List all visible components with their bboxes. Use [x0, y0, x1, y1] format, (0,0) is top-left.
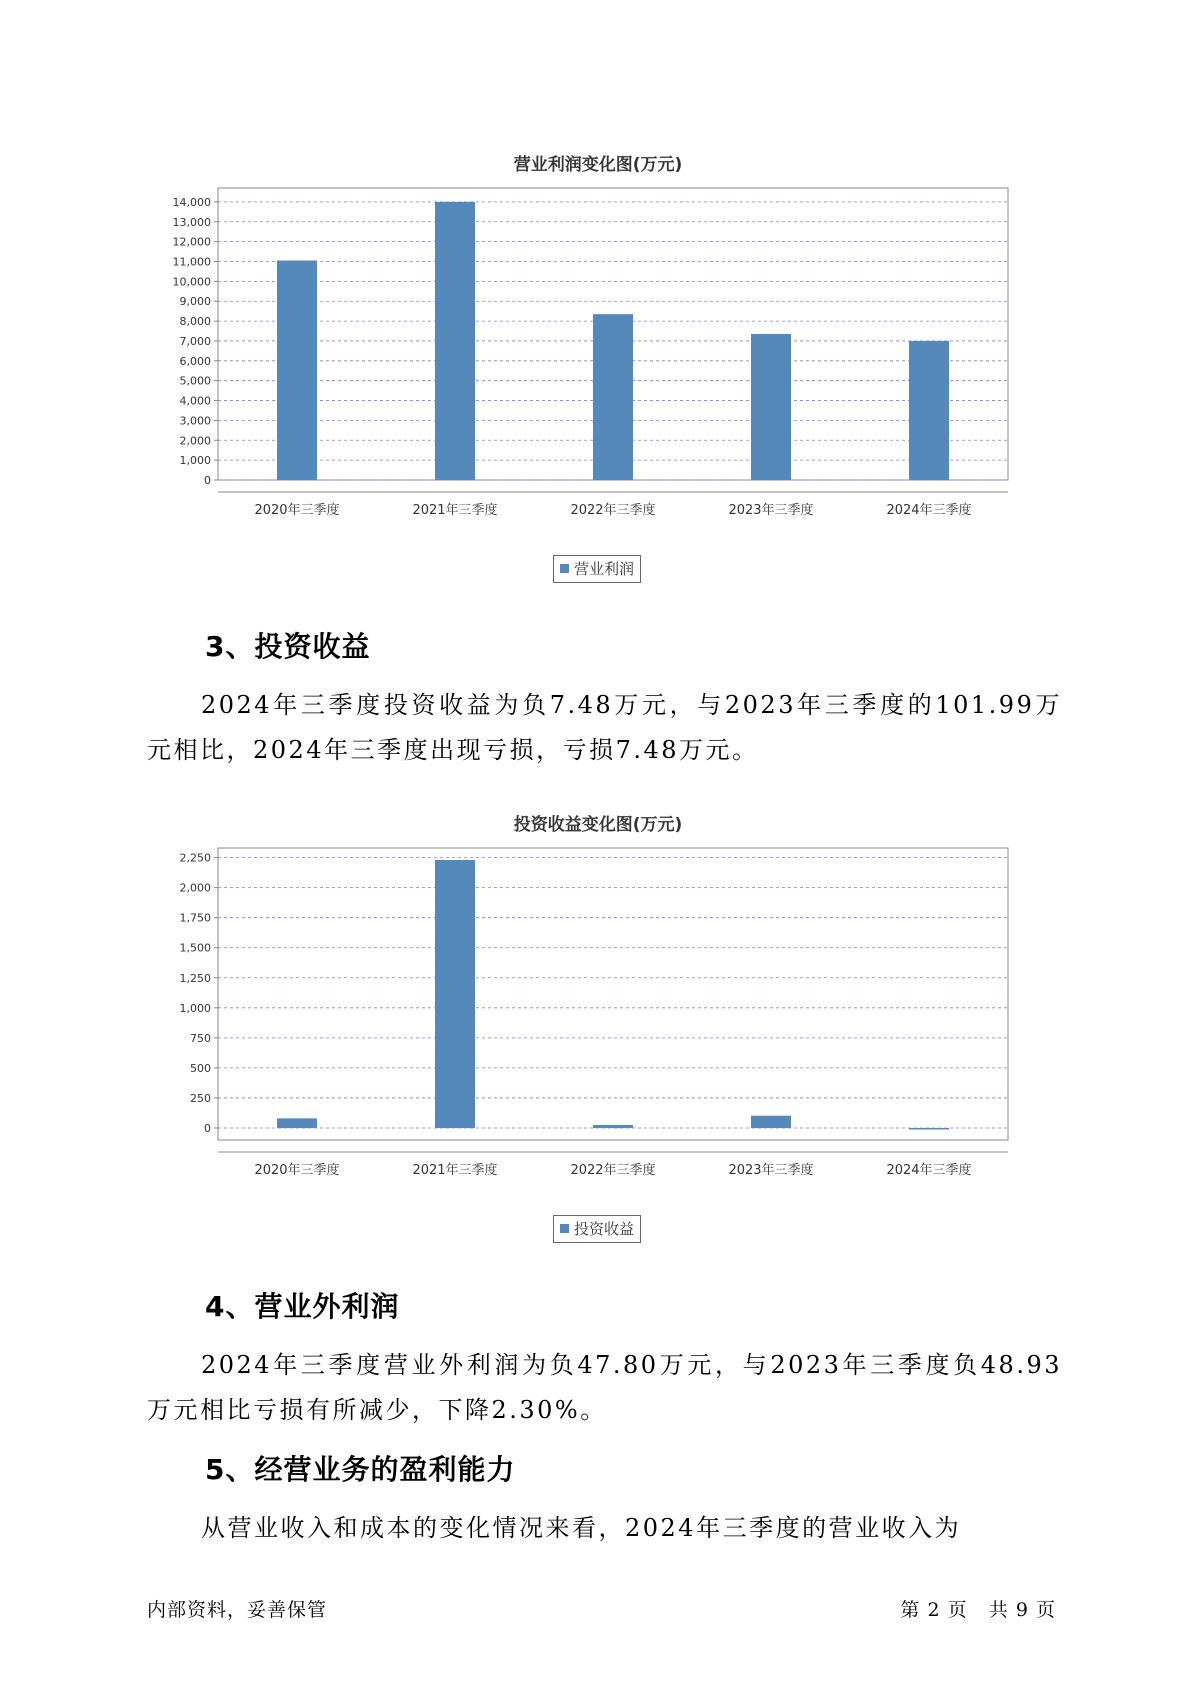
- section-heading-investment-income: 3、投资收益: [205, 630, 371, 663]
- y-tick-label: 2,000: [179, 881, 211, 895]
- y-tick-label: 2,000: [179, 434, 211, 448]
- footer-confidential: 内部资料，妥善保管: [147, 1599, 328, 1621]
- bar: [277, 1118, 317, 1128]
- y-tick-label: 8,000: [179, 315, 211, 329]
- y-tick-label: 1,500: [179, 941, 211, 955]
- y-tick-label: 1,250: [179, 971, 211, 985]
- y-tick-label: 250: [190, 1091, 211, 1105]
- x-tick-label: 2023年三季度: [728, 503, 814, 518]
- section-text-non-operating-profit: 2024年三季度营业外利润为负47.80万元，与2023年三季度负48.93万元相比亏损有所减少，下降2.30%。: [147, 1351, 1062, 1424]
- x-tick-label: 2020年三季度: [254, 503, 340, 518]
- y-tick-label: 2,250: [179, 851, 211, 865]
- chart-legend: [553, 1215, 641, 1243]
- y-tick-label: 1,750: [179, 911, 211, 925]
- x-tick-label: 2022年三季度: [570, 1163, 656, 1178]
- bar: [751, 334, 791, 480]
- y-tick-label: 0: [204, 1121, 211, 1135]
- chart-title: 营业利润变化图(万元): [513, 155, 683, 175]
- bar: [751, 1116, 791, 1128]
- bar: [435, 202, 475, 480]
- legend-swatch: [560, 1224, 569, 1233]
- bar: [593, 1125, 633, 1128]
- x-tick-label: 2024年三季度: [886, 1163, 972, 1178]
- legend-label: 投资收益: [574, 1220, 635, 1238]
- x-tick-label: 2024年三季度: [886, 503, 972, 518]
- y-tick-label: 5,000: [179, 374, 211, 388]
- bar: [277, 261, 317, 480]
- page-prefix: 第: [900, 1599, 921, 1621]
- section-heading-profitability: 5、经营业务的盈利能力: [205, 1453, 516, 1486]
- y-tick-label: 6,000: [179, 354, 211, 368]
- investment-income-chart: [148, 800, 1048, 1260]
- y-tick-label: 9,000: [179, 295, 211, 309]
- chart-title: 投资收益变化图(万元): [513, 815, 683, 835]
- y-tick-label: 13,000: [172, 215, 211, 229]
- x-tick-label: 2021年三季度: [412, 1163, 498, 1178]
- bar: [909, 1128, 949, 1130]
- legend-label: 营业利润: [574, 560, 635, 578]
- y-tick-label: 1,000: [179, 454, 211, 468]
- chart-plot: [148, 140, 1048, 560]
- operating-profit-chart: [148, 140, 1048, 600]
- footer-page-number: [900, 1595, 1056, 1622]
- y-tick-label: 14,000: [172, 195, 211, 209]
- page-total: 9: [1015, 1599, 1029, 1621]
- chart-legend: [553, 555, 641, 583]
- bar: [435, 860, 475, 1128]
- y-tick-label: 11,000: [172, 255, 211, 269]
- y-tick-label: 500: [190, 1061, 211, 1075]
- section-heading-non-operating-profit: 4、营业外利润: [205, 1290, 400, 1323]
- legend-swatch: [560, 564, 569, 573]
- y-tick-label: 4,000: [179, 394, 211, 408]
- y-tick-label: 10,000: [172, 275, 211, 289]
- section-text-investment-income: 2024年三季度投资收益为负7.48万元，与2023年三季度的101.99万元相比，2024年三季度出现亏损，亏损7.48万元。: [147, 691, 1062, 764]
- y-tick-label: 7,000: [179, 334, 211, 348]
- page-current: 2: [927, 1599, 941, 1621]
- y-tick-label: 1,000: [179, 1001, 211, 1015]
- y-tick-label: 0: [204, 474, 211, 487]
- x-tick-label: 2022年三季度: [570, 503, 656, 518]
- y-tick-label: 12,000: [172, 235, 211, 249]
- page-total-prefix: 共: [988, 1599, 1009, 1621]
- page-mid: 页: [947, 1599, 968, 1621]
- y-tick-label: 3,000: [179, 414, 211, 428]
- y-tick-label: 750: [190, 1031, 211, 1045]
- bar: [909, 341, 949, 480]
- section-text-profitability: 从营业收入和成本的变化情况来看，2024年三季度的营业收入为: [201, 1514, 962, 1542]
- plot-area: [218, 848, 1008, 1140]
- x-tick-label: 2020年三季度: [254, 1163, 340, 1178]
- chart-plot: [148, 800, 1048, 1220]
- x-tick-label: 2021年三季度: [412, 503, 498, 518]
- bar: [593, 314, 633, 480]
- x-tick-label: 2023年三季度: [728, 1163, 814, 1178]
- page-suffix: 页: [1035, 1599, 1056, 1621]
